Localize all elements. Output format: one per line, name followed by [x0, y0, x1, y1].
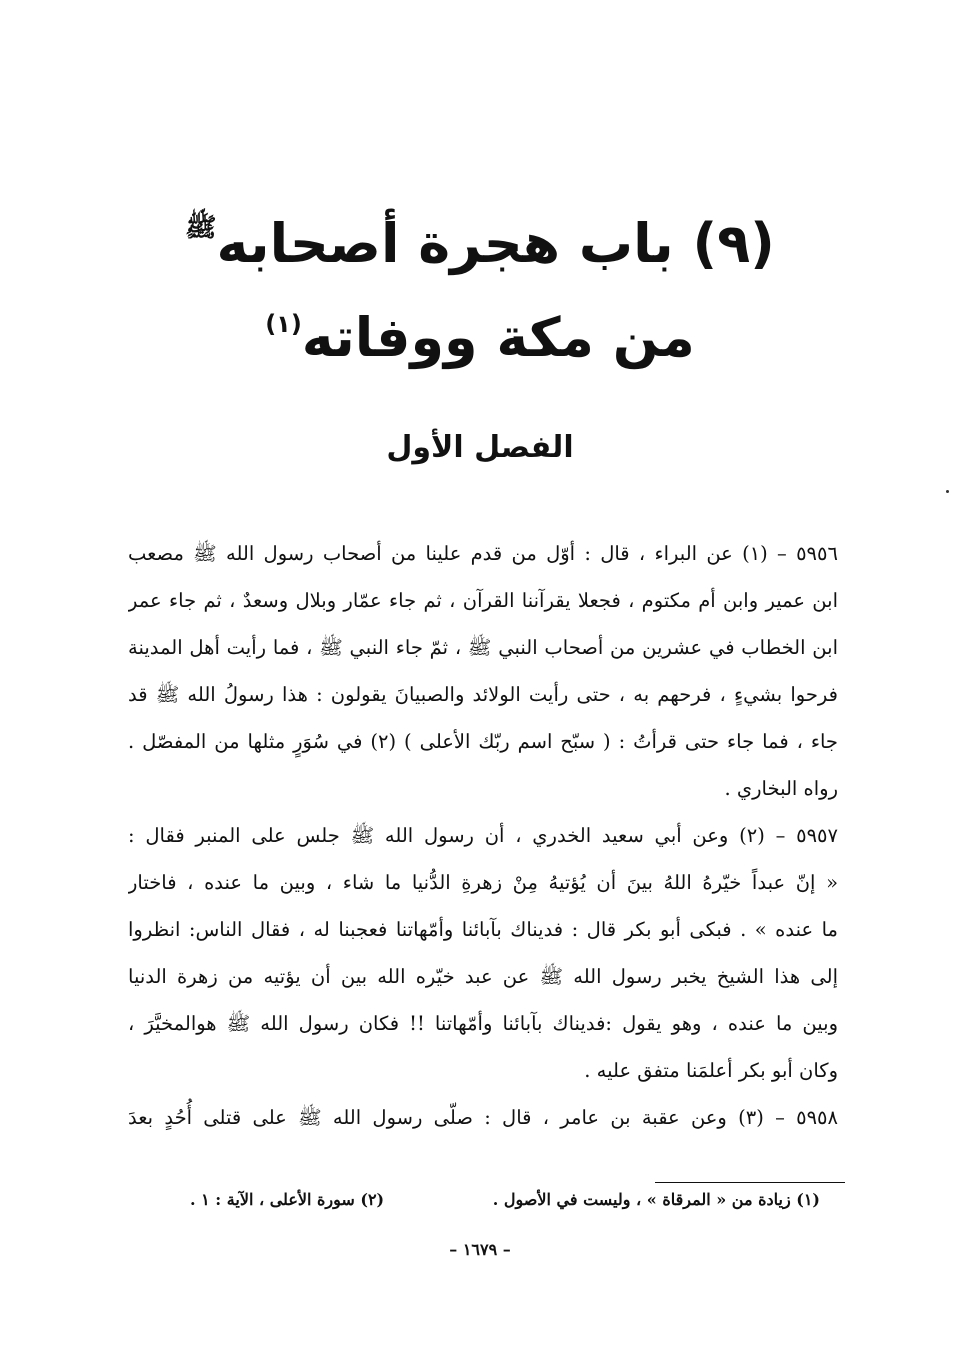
chapter-subheading-text: من مكة ووفاته — [301, 306, 695, 369]
text-line: إلى هذا الشيخ يخبر رسول الله ﷺ عن عبد خيّره الله بين أن يؤتيه من زهرة الدنيا — [128, 965, 838, 988]
hadith-body — [128, 530, 838, 1141]
text-line: فرحوا بشيءٍ ، فرحهم به ، حتى رأيت الولائد والصبيانَ يقولون : هذا رسولُ الله ﷺ قد — [128, 683, 838, 706]
chapter-number: (٩) — [692, 212, 775, 275]
text-line: ٥٩٥٦ – (١) عن البراء ، قال : أوّل من قدم علينا من أصحاب رسول الله ﷺ مصعب — [128, 542, 838, 565]
text-line: ابن الخطاب في عشرين من أصحاب النبي ﷺ ، ثمّ جاء النبي ﷺ ، فما رأيت أهل المدينة — [128, 636, 838, 659]
scan-speck — [946, 490, 949, 493]
chapter-title-line-1 — [150, 188, 810, 284]
chapter-footnote-ref: (١) — [265, 310, 302, 338]
text-line: رواه البخاري . — [724, 777, 838, 800]
text-line: ما عنده » . فبكى أبو بكر قال : فديناك بآبائنا وأمّهاتنا فعجبنا له ، فقال الناس: انظروا — [128, 918, 838, 941]
footnotes — [190, 1190, 820, 1209]
hadith-5957 — [128, 812, 838, 1094]
hadith-5958 — [128, 1094, 838, 1141]
text-line: وبين ما عنده ، وهو يقول :فديناك بآبائنا وأمّهاتنا !! فكان رسول الله ﷺ هوالمخيَّرَ ، — [128, 1012, 838, 1035]
honorific-mark: ﷺ — [185, 213, 217, 243]
footnote-1: (١) زيادة من « المرقاة » ، وليست في الأصول . — [492, 1190, 820, 1209]
chapter-title — [150, 188, 810, 378]
footnote-separator — [655, 1182, 845, 1183]
text-line: وكان أبو بكر أعلمَنا متفق عليه . — [584, 1059, 838, 1082]
hadith-5956 — [128, 530, 838, 812]
footnote-2: (٢) سورة الأعلى ، الآية : ١ . — [190, 1190, 385, 1209]
text-line: « إنّ عبداً خيّرهُ اللهُ بينَ أن يُؤتيهُ مِنْ زهرةِ الدُّنيا ما شاء ، وبين ما عنده ، فاختار — [128, 871, 838, 894]
text-line: جاء ، فما جاء حتى قرأتُ : ( سبّح اسم ربّك الأعلى ) (٢) في سُوَرٍ مثلها من المفصّل . — [128, 730, 838, 753]
chapter-heading-text: باب هجرة أصحابه — [216, 212, 674, 275]
text-line: ٥٩٥٧ – (٢) وعن أبي سعيد الخدري ، أن رسول الله ﷺ جلس على المنبر فقال : — [128, 824, 838, 847]
text-line: ابن عمير وابن أم مكتوم ، فجعلا يقرآننا القرآن ، ثم جاء عمّار وبلال وسعدٌ ، ثم جاء عمر — [128, 589, 838, 612]
chapter-title-line-2 — [150, 284, 810, 378]
page-number: – ١٦٧٩ – — [449, 1240, 511, 1259]
text-line: ٥٩٥٨ – (٣) وعن عقبة بن عامر ، قال : صلّى رسول الله ﷺ على قتلى أُحُدٍ بعدَ — [128, 1106, 838, 1129]
section-title: الفصل الأول — [386, 430, 574, 465]
